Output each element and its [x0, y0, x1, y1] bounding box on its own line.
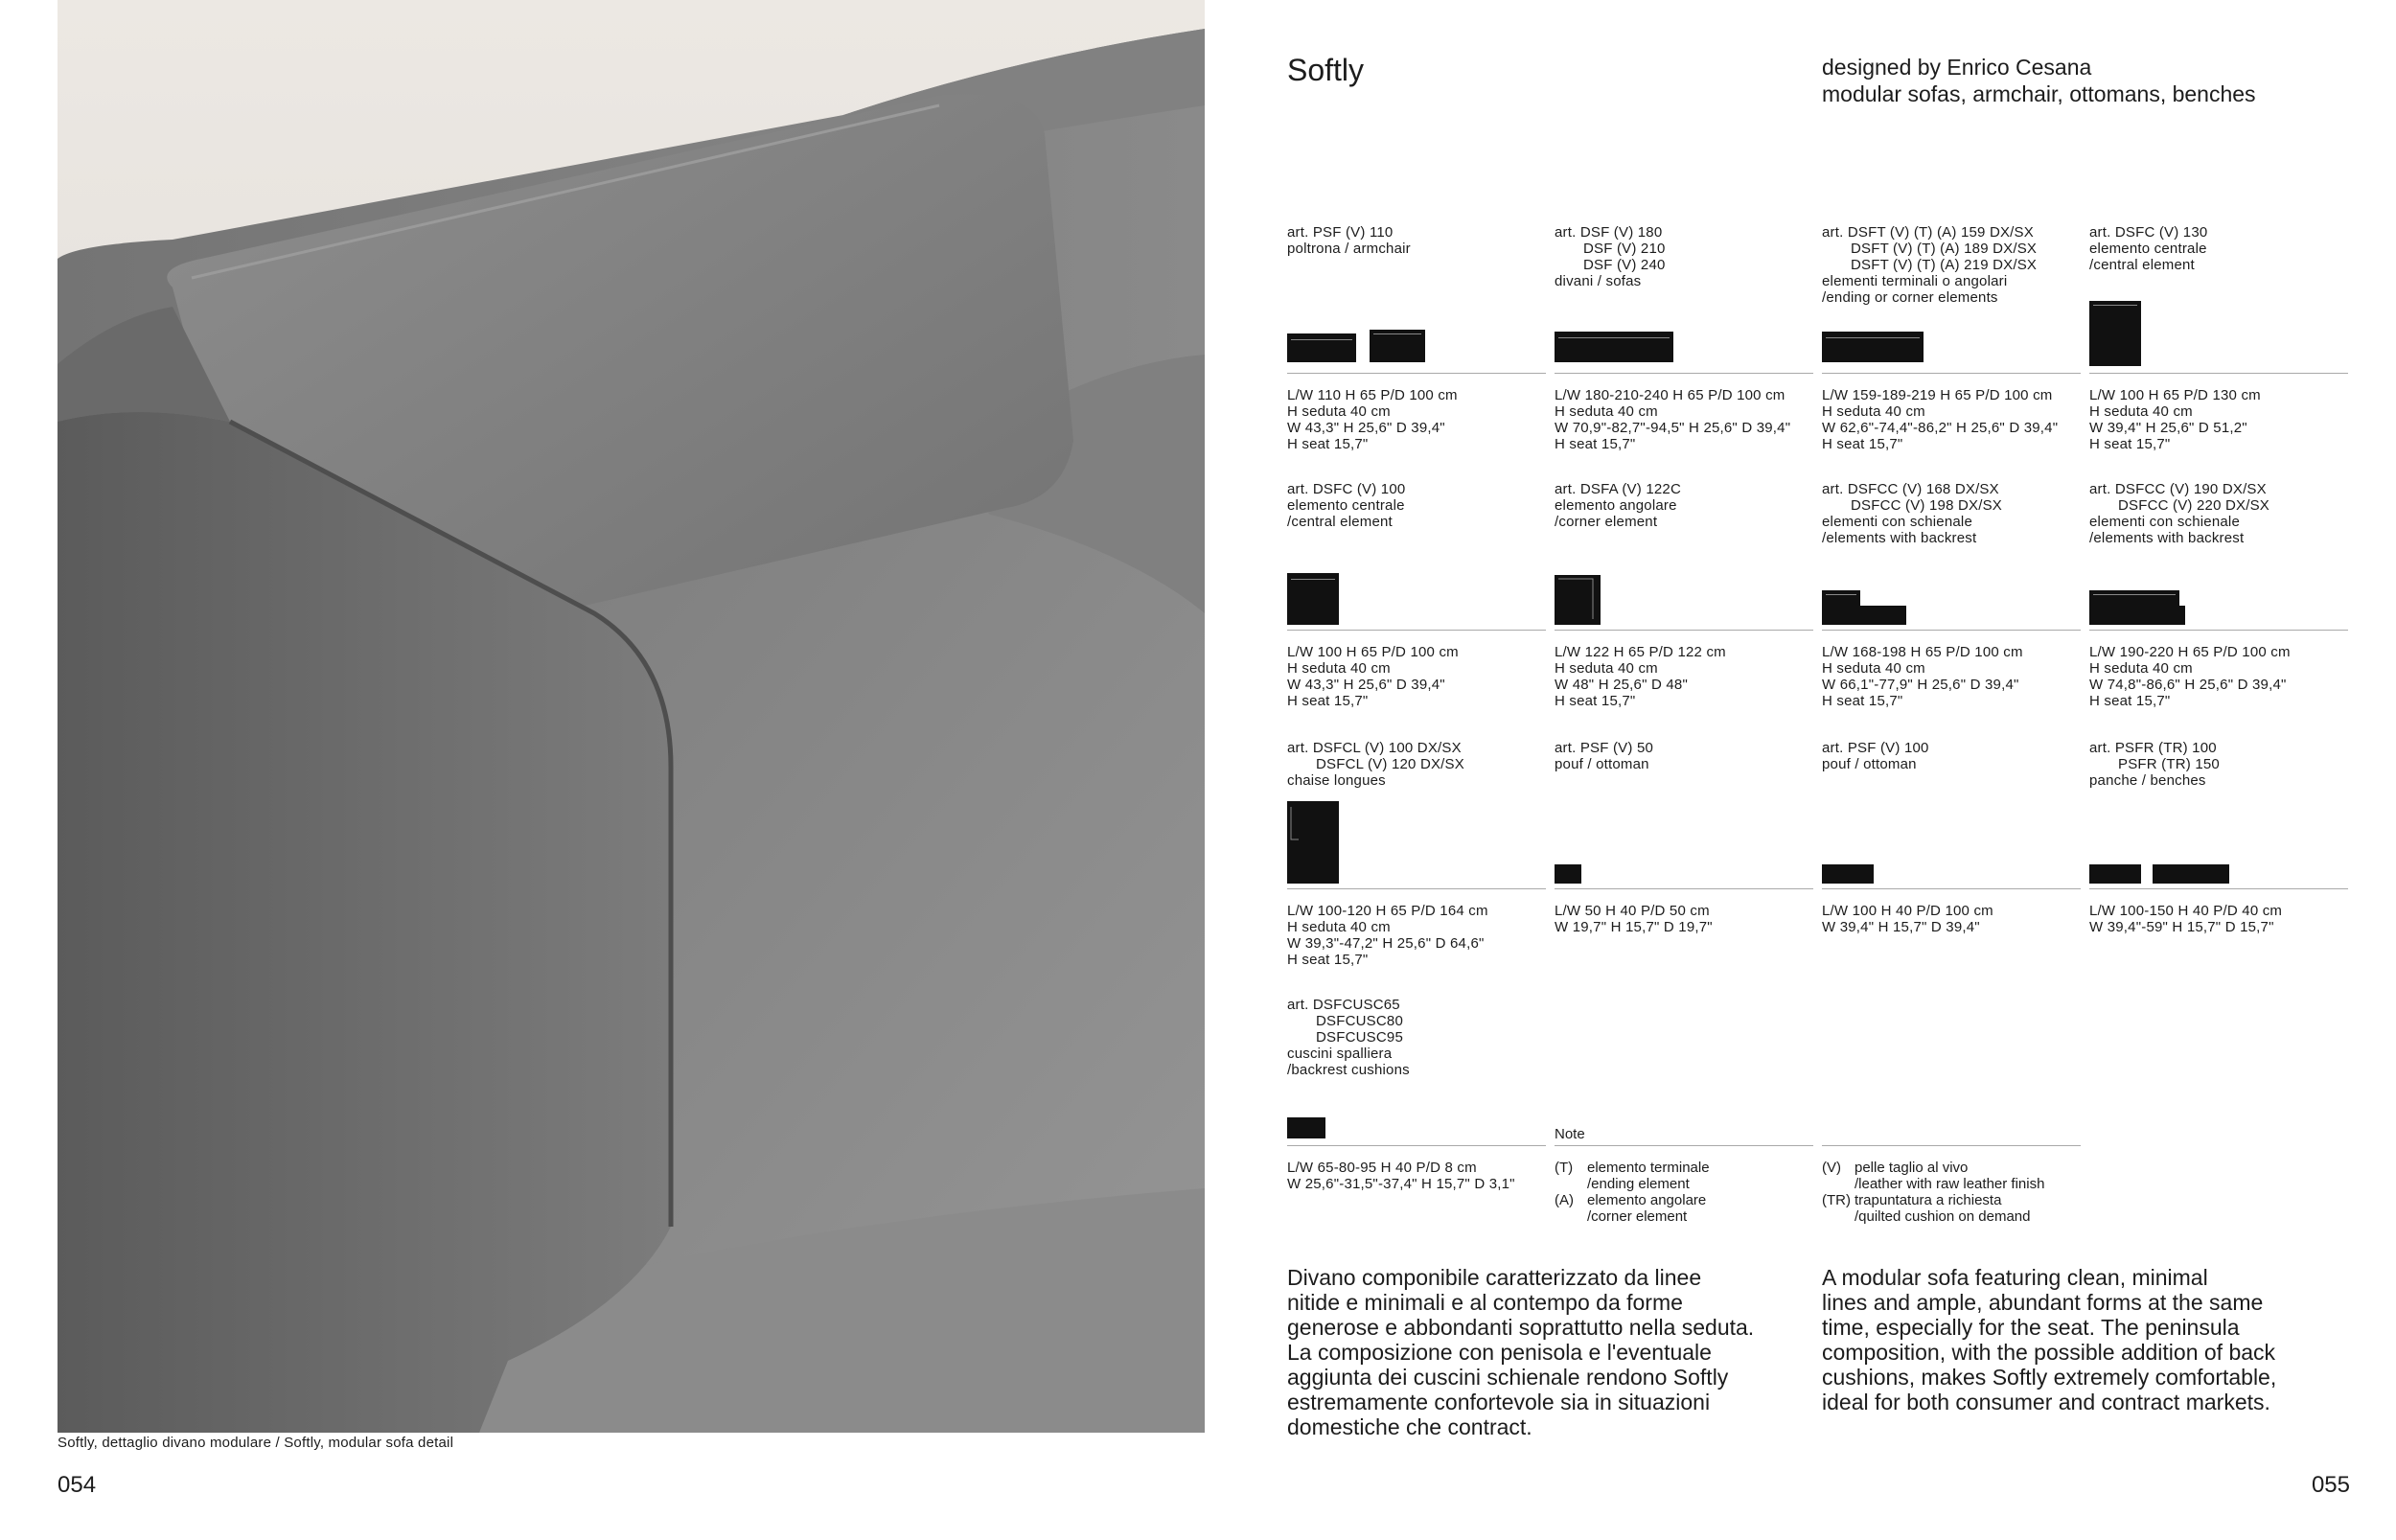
divider — [2089, 630, 2348, 631]
divider — [1287, 630, 1546, 631]
notes-rule — [1555, 1145, 1813, 1146]
divider — [1822, 888, 2081, 889]
dimensions: L/W 190-220 H 65 P/D 100 cm H seduta 40 cm W 74,8"-86,6" H 25,6" D 39,4" H seat 15,7" — [2089, 644, 2291, 709]
backrest-element-icon — [1822, 590, 1975, 629]
product-cell — [2089, 740, 2348, 970]
product-cell — [1822, 224, 2081, 454]
ending-element-icon — [1822, 330, 1975, 364]
product-cell — [1287, 997, 1546, 1227]
article-code: art. DSFCUSC65 DSFCUSC80 DSFCUSC95 cuscini spalliera /backrest cushions — [1287, 997, 1410, 1078]
corner-element-icon — [1555, 575, 1708, 629]
description-italian: Divano componibile caratterizzato da linee nitide e minimali e al contempo da forme generose e abbondanti soprattutto nella seduta. La composizione con penisola e l'eventuale aggiunta dei cuscini schienale rendono Softly estremamente confortevole sia in situazioni domestiche che contract. — [1287, 1265, 1755, 1439]
article-code: art. DSFCC (V) 190 DX/SX DSFCC (V) 220 DX/SX elementi con schienale /elements with backrest — [2089, 481, 2270, 546]
dimensions: L/W 110 H 65 P/D 100 cm H seduta 40 cm W 43,3" H 25,6" D 39,4" H seat 15,7" — [1287, 387, 1458, 452]
divider — [1287, 373, 1546, 374]
divider — [1555, 1145, 1813, 1146]
product-cell — [1555, 740, 1813, 970]
central-element-icon — [2089, 301, 2243, 368]
divider — [2089, 373, 2348, 374]
divider — [1822, 1145, 2081, 1146]
article-code: art. DSFT (V) (T) (A) 159 DX/SX DSFT (V) (T) (A) 189 DX/SX DSFT (V) (T) (A) 219 DX/SX elementi terminali o angolari /ending or corner elements — [1822, 224, 2038, 306]
designer-line: designed by Enrico Cesana — [1822, 55, 2092, 80]
page-number-right: 055 — [2311, 1472, 2350, 1498]
divider — [1822, 373, 2081, 374]
cushion-icon — [1287, 1115, 1440, 1144]
chaise-longue-icon — [1287, 801, 1440, 887]
article-code: art. PSF (V) 110 poltrona / armchair — [1287, 224, 1411, 257]
notes-right: (V) pelle taglio al vivo /leather with raw leather finish (TR) trapuntatura a richiesta /quilted cushion on demand — [1822, 1160, 2045, 1225]
notes-label: Note — [1555, 1126, 1585, 1142]
article-code: art. DSFCL (V) 100 DX/SX DSFCL (V) 120 DX/SX chaise longues — [1287, 740, 1464, 789]
dimensions: L/W 100-120 H 65 P/D 164 cm H seduta 40 cm W 39,3"-47,2" H 25,6" D 64,6" H seat 15,7" — [1287, 903, 1488, 968]
divider — [1555, 630, 1813, 631]
dimensions: L/W 122 H 65 P/D 122 cm H seduta 40 cm W 48" H 25,6" D 48" H seat 15,7" — [1555, 644, 1726, 709]
sofa-icon — [1555, 330, 1708, 364]
ottoman-icon — [1822, 862, 1975, 887]
notes-left: (T) elemento terminale /ending element (A) elemento angolare /corner element — [1555, 1160, 1710, 1225]
article-code: art. DSFC (V) 100 elemento centrale /central element — [1287, 481, 1406, 530]
article-code: art. DSF (V) 180 DSF (V) 210 DSF (V) 240 divani / sofas — [1555, 224, 1666, 289]
product-cell — [1287, 740, 1546, 970]
description-english: A modular sofa featuring clean, minimal lines and ample, abundant forms at the same time, especially for the seat. The peninsula composition, with the possible addition of back cushions, makes Softly extremely comfortable, ideal for both consumer and contract markets. — [1822, 1265, 2277, 1414]
divider — [1555, 888, 1813, 889]
armchair-icon — [1287, 330, 1440, 364]
product-cell — [1287, 224, 1546, 454]
dimensions: L/W 100-150 H 40 P/D 40 cm W 39,4"-59" H 15,7" D 15,7" — [2089, 903, 2283, 935]
product-cell — [1555, 481, 1813, 711]
product-cell — [2089, 481, 2348, 711]
product-title: Softly — [1287, 53, 1365, 87]
article-code: art. DSFC (V) 130 elemento centrale /central element — [2089, 224, 2208, 273]
dimensions: L/W 168-198 H 65 P/D 100 cm H seduta 40 cm W 66,1"-77,9" H 25,6" D 39,4" H seat 15,7" — [1822, 644, 2023, 709]
divider — [1822, 630, 2081, 631]
backrest-element-icon — [2089, 590, 2243, 629]
dimensions: L/W 65-80-95 H 40 P/D 8 cm W 25,6"-31,5"-37,4" H 15,7" D 3,1" — [1287, 1160, 1515, 1192]
divider — [2089, 888, 2348, 889]
bench-icon — [2089, 862, 2243, 887]
dimensions: L/W 50 H 40 P/D 50 cm W 19,7" H 15,7" D 19,7" — [1555, 903, 1713, 935]
dimensions: L/W 100 H 40 P/D 100 cm W 39,4" H 15,7" D 39,4" — [1822, 903, 1993, 935]
article-code: art. PSFR (TR) 100 PSFR (TR) 150 panche / benches — [2089, 740, 2220, 789]
notes-rule — [1822, 1145, 2081, 1146]
product-cell — [1822, 740, 2081, 970]
product-cell — [1555, 224, 1813, 454]
article-code: art. DSFCC (V) 168 DX/SX DSFCC (V) 198 DX/SX elementi con schienale /elements with backrest — [1822, 481, 2003, 546]
product-cell — [1287, 481, 1546, 711]
dimensions: L/W 100 H 65 P/D 100 cm H seduta 40 cm W 43,3" H 25,6" D 39,4" H seat 15,7" — [1287, 644, 1459, 709]
page-number-left: 054 — [58, 1472, 97, 1498]
divider — [1287, 888, 1546, 889]
central-element-icon — [1287, 573, 1440, 627]
designer-info — [1822, 54, 2256, 107]
article-code: art. PSF (V) 50 pouf / ottoman — [1555, 740, 1654, 772]
dimensions: L/W 159-189-219 H 65 P/D 100 cm H seduta 40 cm W 62,6"-74,4"-86,2" H 25,6" D 39,4" H seat 15,7" — [1822, 387, 2059, 452]
photo-caption: Softly, dettaglio divano modulare / Softly, modular sofa detail — [58, 1435, 454, 1451]
dimensions: L/W 100 H 65 P/D 130 cm H seduta 40 cm W 39,4" H 25,6" D 51,2" H seat 15,7" — [2089, 387, 2261, 452]
divider — [1555, 373, 1813, 374]
product-cell — [2089, 224, 2348, 454]
designer-line: modular sofas, armchair, ottomans, benches — [1822, 81, 2256, 106]
pouf-icon — [1555, 862, 1708, 887]
dimensions: L/W 180-210-240 H 65 P/D 100 cm H seduta 40 cm W 70,9"-82,7"-94,5" H 25,6" D 39,4" H seat 15,7" — [1555, 387, 1791, 452]
divider — [1287, 1145, 1546, 1146]
article-code: art. PSF (V) 100 pouf / ottoman — [1822, 740, 1929, 772]
product-photo — [58, 0, 1205, 1433]
article-code: art. DSFA (V) 122C elemento angolare /corner element — [1555, 481, 1681, 530]
product-cell — [1822, 481, 2081, 711]
